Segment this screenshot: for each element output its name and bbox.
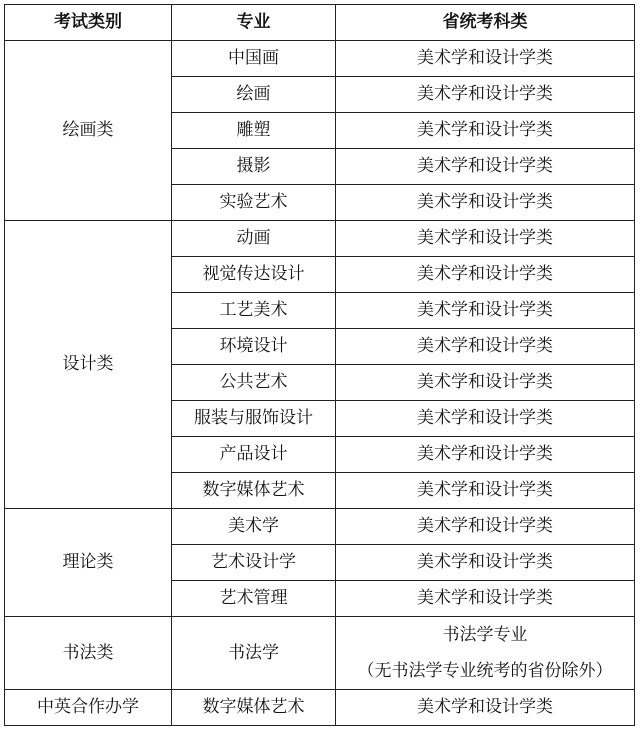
subject-line-2: （无书法学专业统考的省份除外） (357, 661, 613, 681)
category-cell-calligraphy: 书法类 (5, 617, 172, 690)
major-cell: 绘画 (172, 77, 336, 113)
table-row (5, 41, 635, 77)
exam-category-table (4, 4, 635, 726)
major-cell: 艺术设计学 (172, 545, 336, 581)
subject-cell: 美术学和设计学类 (336, 545, 635, 581)
header-exam-category: 考试类别 (5, 5, 172, 41)
subject-cell: 美术学和设计学类 (336, 509, 635, 545)
subject-line-1: 书法学专业 (442, 625, 528, 645)
table-row (5, 617, 635, 690)
major-cell: 服装与服饰设计 (172, 401, 336, 437)
header-provincial-subject: 省统考科类 (336, 5, 635, 41)
major-cell: 数字媒体艺术 (172, 690, 336, 726)
subject-cell: 美术学和设计学类 (336, 690, 635, 726)
category-cell-design: 设计类 (5, 221, 172, 509)
subject-cell: 美术学和设计学类 (336, 113, 635, 149)
major-cell: 实验艺术 (172, 185, 336, 221)
table-row (5, 690, 635, 726)
major-cell: 动画 (172, 221, 336, 257)
header-row (5, 5, 635, 41)
subject-cell: 美术学和设计学类 (336, 329, 635, 365)
subject-cell: 美术学和设计学类 (336, 365, 635, 401)
subject-cell: 美术学和设计学类 (336, 437, 635, 473)
major-cell: 书法学 (172, 617, 336, 690)
header-major: 专业 (172, 5, 336, 41)
table-row (5, 221, 635, 257)
subject-cell: 美术学和设计学类 (336, 473, 635, 509)
subject-cell-multiline (336, 617, 635, 690)
subject-cell: 美术学和设计学类 (336, 293, 635, 329)
major-cell: 艺术管理 (172, 581, 336, 617)
major-cell: 环境设计 (172, 329, 336, 365)
major-cell: 视觉传达设计 (172, 257, 336, 293)
table-row (5, 509, 635, 545)
major-cell: 摄影 (172, 149, 336, 185)
subject-cell: 美术学和设计学类 (336, 185, 635, 221)
category-cell-sino-foreign: 中英合作办学 (5, 690, 172, 726)
subject-cell: 美术学和设计学类 (336, 257, 635, 293)
subject-cell: 美术学和设计学类 (336, 221, 635, 257)
major-cell: 美术学 (172, 509, 336, 545)
subject-cell: 美术学和设计学类 (336, 77, 635, 113)
subject-cell: 美术学和设计学类 (336, 401, 635, 437)
major-cell: 工艺美术 (172, 293, 336, 329)
subject-cell: 美术学和设计学类 (336, 149, 635, 185)
exam-category-table-container (4, 4, 635, 726)
subject-cell: 美术学和设计学类 (336, 581, 635, 617)
major-cell: 雕塑 (172, 113, 336, 149)
major-cell: 公共艺术 (172, 365, 336, 401)
category-cell-painting: 绘画类 (5, 41, 172, 221)
major-cell: 产品设计 (172, 437, 336, 473)
category-cell-theory: 理论类 (5, 509, 172, 617)
major-cell: 数字媒体艺术 (172, 473, 336, 509)
major-cell: 中国画 (172, 41, 336, 77)
subject-cell: 美术学和设计学类 (336, 41, 635, 77)
